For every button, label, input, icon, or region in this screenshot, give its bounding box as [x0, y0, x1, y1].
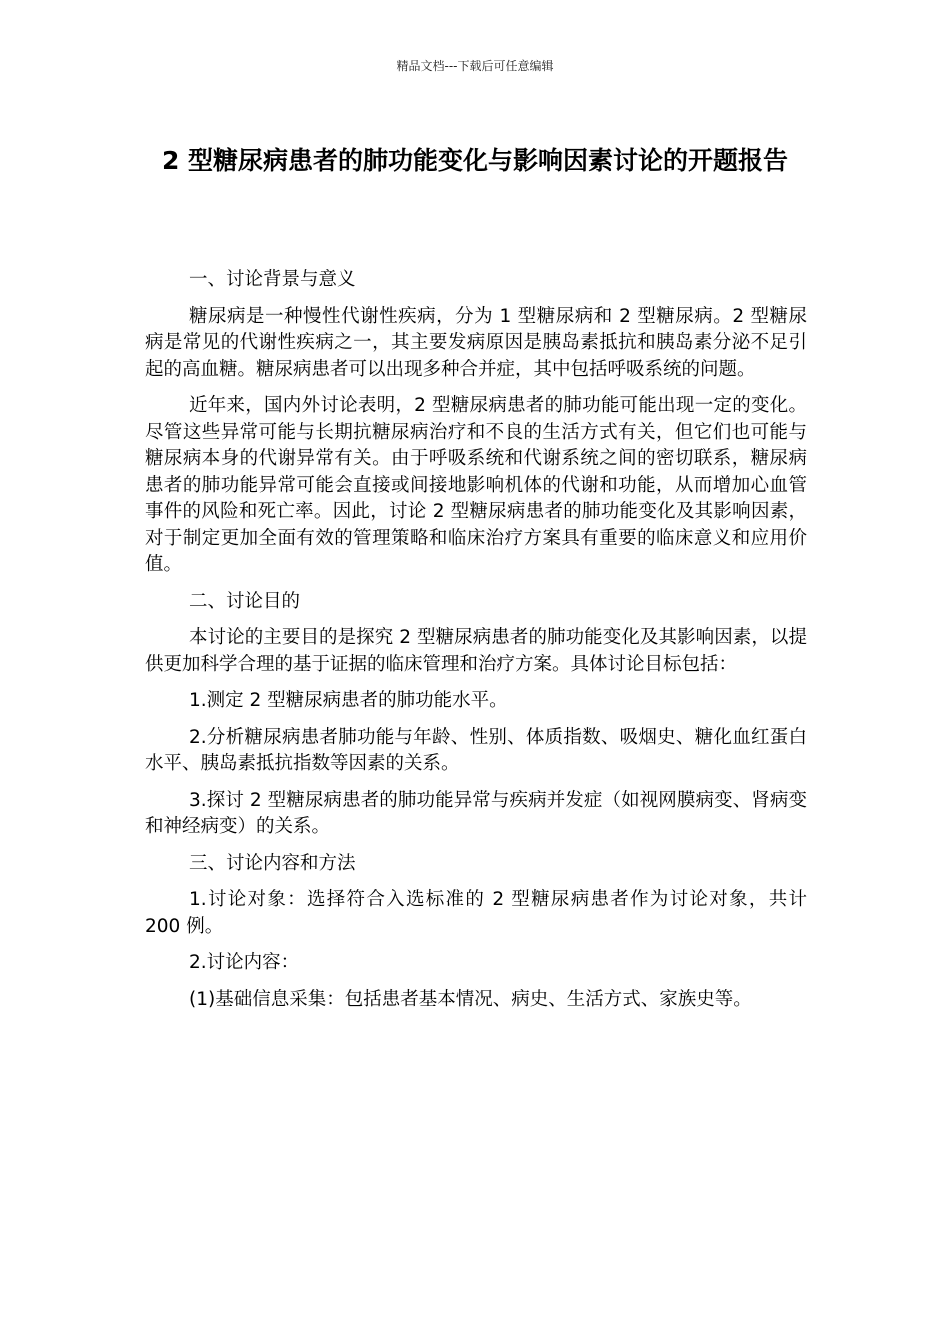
- paragraph-purpose-intro: 本讨论的主要目的是探究 2 型糖尿病患者的肺功能变化及其影响因素，以提供更加科学合理的基于证据的临床管理和治疗方案。具体讨论目标包括：: [145, 627, 807, 675]
- paragraph-diabetes-intro: 糖尿病是一种慢性代谢性疾病，分为 1 型糖尿病和 2 型糖尿病。2 型糖尿病是常见的代谢性疾病之一，其主要发病原因是胰岛素抵抗和胰岛素分泌不足引起的高血糖。糖尿病患者可以出现多种合并症，其中包括呼吸系统的问题。: [145, 305, 807, 380]
- objective-item-3: 3.探讨 2 型糖尿病患者的肺功能异常与疾病并发症（如视网膜病变、肾病变和神经病变）的关系。: [145, 789, 807, 837]
- header-note: 精品文档---下载后可任意编辑: [396, 59, 554, 73]
- document-title: 2 型糖尿病患者的肺功能变化与影响因素讨论的开题报告: [161, 146, 789, 175]
- section-heading-methods: 三、讨论内容和方法: [189, 852, 356, 874]
- objective-item-1: 1.测定 2 型糖尿病患者的肺功能水平。: [189, 690, 508, 711]
- methods-subitem-baseline: (1)基础信息采集：包括患者基本情况、病史、生活方式、家族史等。: [189, 988, 752, 1010]
- objective-item-2: 2.分析糖尿病患者肺功能与年龄、性别、体质指数、吸烟史、糖化血红蛋白水平、胰岛素抵抗指数等因素的关系。: [145, 726, 807, 774]
- methods-item-subjects: 1.讨论对象：选择符合入选标准的 2 型糖尿病患者作为讨论对象，共计 200 例。: [145, 889, 807, 937]
- section-heading-background: 一、讨论背景与意义: [189, 269, 356, 290]
- document-body: [145, 267, 807, 1023]
- paragraph-research-background: 近年来，国内外讨论表明，2 型糖尿病患者的肺功能可能出现一定的变化。尽管这些异常可能与长期抗糖尿病治疗和不良的生活方式有关，但它们也可能与糖尿病本身的代谢异常有关。由于呼吸系统和代谢系统之间的密切联系，糖尿病患者的肺功能异常可能会直接或间接地影响机体的代谢和功能，从而增加心血管事件的风险和死亡率。因此，讨论 2 型糖尿病患者的肺功能变化及其影响因素，对于制定更加全面有效的管理策略和临床治疗方案具有重要的临床意义和应用价值。: [145, 395, 807, 575]
- methods-item-content: 2.讨论内容：: [189, 952, 300, 973]
- section-heading-purpose: 二、讨论目的: [189, 590, 301, 612]
